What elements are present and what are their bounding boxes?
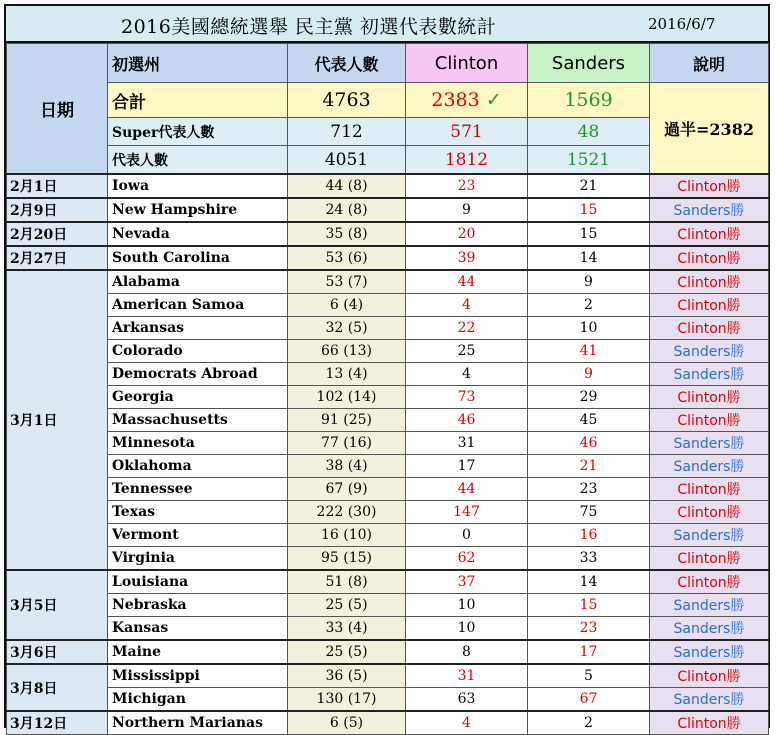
row-sanders: 41 (528, 340, 650, 363)
row-delegates: 36 (5) (288, 664, 406, 688)
row-sanders: 9 (528, 270, 650, 294)
header-date: 日期 (7, 44, 108, 175)
row-state: Nebraska (108, 594, 288, 617)
row-delegates: 66 (13) (288, 340, 406, 363)
table-row (7, 363, 769, 386)
row-sanders: 17 (528, 640, 650, 664)
row-clinton: 4 (406, 363, 528, 386)
row-winner: Clinton勝 (650, 664, 769, 688)
row-delegates: 130 (17) (288, 688, 406, 712)
table-row (7, 594, 769, 617)
row-delegates: 24 (8) (288, 198, 406, 222)
row-state: Colorado (108, 340, 288, 363)
row-winner: Clinton勝 (650, 270, 769, 294)
row-sanders: 23 (528, 478, 650, 501)
delegate-table (6, 43, 769, 735)
row-winner: Clinton勝 (650, 570, 769, 594)
row-clinton: 20 (406, 222, 528, 246)
row-sanders: 15 (528, 198, 650, 222)
row-winner: Clinton勝 (650, 246, 769, 270)
row-sanders: 45 (528, 409, 650, 432)
row-clinton: 10 (406, 617, 528, 641)
row-sanders: 67 (528, 688, 650, 712)
row-delegates: 6 (4) (288, 294, 406, 317)
row-state: Arkansas (108, 317, 288, 340)
row-state: Alabama (108, 270, 288, 294)
table-row (7, 386, 769, 409)
row-winner: Clinton勝 (650, 501, 769, 524)
row-delegates: 25 (5) (288, 640, 406, 664)
row-state: Minnesota (108, 432, 288, 455)
row-clinton: 62 (406, 547, 528, 571)
row-state: South Carolina (108, 246, 288, 270)
row-state: Oklahoma (108, 455, 288, 478)
row-delegates: 16 (10) (288, 524, 406, 547)
row-sanders: 5 (528, 664, 650, 688)
table-row (7, 570, 769, 594)
row-state: Democrats Abroad (108, 363, 288, 386)
row-clinton: 147 (406, 501, 528, 524)
table-row (7, 455, 769, 478)
table-row (7, 547, 769, 571)
row-winner: Clinton勝 (650, 547, 769, 571)
row-state: Vermont (108, 524, 288, 547)
row-sanders: 15 (528, 594, 650, 617)
row-sanders: 33 (528, 547, 650, 571)
totals-clinton: 2383 (431, 89, 480, 111)
row-delegates: 6 (5) (288, 711, 406, 735)
row-date: 2月20日 (7, 222, 108, 246)
row-state: American Samoa (108, 294, 288, 317)
row-date: 2月1日 (7, 174, 108, 198)
sheet-date: 2016/6/7 (648, 15, 716, 33)
header-row (7, 44, 769, 83)
row-delegates: 53 (6) (288, 246, 406, 270)
header-delegates: 代表人數 (288, 44, 406, 83)
row-delegates: 33 (4) (288, 617, 406, 641)
table-row (7, 340, 769, 363)
row-delegates: 77 (16) (288, 432, 406, 455)
row-delegates: 53 (7) (288, 270, 406, 294)
row-clinton: 8 (406, 640, 528, 664)
row-date: 3月8日 (7, 664, 108, 711)
table-row (7, 317, 769, 340)
sheet-title: 2016美國總統選舉 民主黨 初選代表數統計 (121, 16, 497, 38)
row-sanders: 21 (528, 174, 650, 198)
row-clinton: 17 (406, 455, 528, 478)
row-sanders: 21 (528, 455, 650, 478)
row-clinton: 10 (406, 594, 528, 617)
table-row (7, 640, 769, 664)
row-sanders: 14 (528, 570, 650, 594)
row-winner: Sanders勝 (650, 640, 769, 664)
table-row (7, 688, 769, 712)
pledged-label: 代表人數 (108, 146, 288, 175)
table-row (7, 617, 769, 641)
row-state: Nevada (108, 222, 288, 246)
row-sanders: 2 (528, 711, 650, 735)
table-row (7, 524, 769, 547)
header-state: 初選州 (108, 44, 288, 83)
row-winner: Sanders勝 (650, 363, 769, 386)
row-clinton: 63 (406, 688, 528, 712)
row-delegates: 51 (8) (288, 570, 406, 594)
row-state: Virginia (108, 547, 288, 571)
row-clinton: 31 (406, 432, 528, 455)
row-delegates: 91 (25) (288, 409, 406, 432)
totals-row (7, 83, 769, 118)
table-row (7, 409, 769, 432)
row-date: 2月9日 (7, 198, 108, 222)
table-row (7, 664, 769, 688)
row-winner: Sanders勝 (650, 688, 769, 712)
table-row (7, 270, 769, 294)
totals-sanders: 1569 (528, 83, 650, 118)
row-clinton: 22 (406, 317, 528, 340)
row-winner: Sanders勝 (650, 617, 769, 641)
row-sanders: 14 (528, 246, 650, 270)
row-clinton: 37 (406, 570, 528, 594)
row-clinton: 4 (406, 711, 528, 735)
row-date: 3月1日 (7, 270, 108, 570)
row-sanders: 10 (528, 317, 650, 340)
row-delegates: 13 (4) (288, 363, 406, 386)
row-date: 2月27日 (7, 246, 108, 270)
row-clinton: 44 (406, 478, 528, 501)
row-clinton: 39 (406, 246, 528, 270)
table-row (7, 198, 769, 222)
row-state: Iowa (108, 174, 288, 198)
table-row (7, 222, 769, 246)
pledged-clinton: 1812 (406, 146, 528, 175)
row-sanders: 9 (528, 363, 650, 386)
row-delegates: 38 (4) (288, 455, 406, 478)
row-winner: Sanders勝 (650, 432, 769, 455)
header-sanders: Sanders (528, 44, 650, 83)
row-clinton: 46 (406, 409, 528, 432)
totals-delegates: 4763 (288, 83, 406, 118)
row-state: Kansas (108, 617, 288, 641)
super-sanders: 48 (528, 118, 650, 146)
row-sanders: 75 (528, 501, 650, 524)
table-row (7, 501, 769, 524)
table-row (7, 174, 769, 198)
delegate-spreadsheet (4, 4, 770, 732)
row-winner: Sanders勝 (650, 340, 769, 363)
check-icon: ✓ (485, 89, 502, 111)
row-state: Michigan (108, 688, 288, 712)
row-state: Massachusetts (108, 409, 288, 432)
row-delegates: 222 (30) (288, 501, 406, 524)
row-state: Texas (108, 501, 288, 524)
row-clinton: 31 (406, 664, 528, 688)
table-row (7, 478, 769, 501)
row-date: 3月12日 (7, 711, 108, 735)
row-delegates: 44 (8) (288, 174, 406, 198)
majority-note: 過半=2382 (650, 83, 769, 175)
row-winner: Clinton勝 (650, 711, 769, 735)
row-state: Louisiana (108, 570, 288, 594)
table-row (7, 432, 769, 455)
row-state: Tennessee (108, 478, 288, 501)
row-delegates: 25 (5) (288, 594, 406, 617)
row-sanders: 16 (528, 524, 650, 547)
row-delegates: 35 (8) (288, 222, 406, 246)
row-winner: Clinton勝 (650, 317, 769, 340)
row-sanders: 2 (528, 294, 650, 317)
row-sanders: 46 (528, 432, 650, 455)
row-delegates: 95 (15) (288, 547, 406, 571)
row-winner: Clinton勝 (650, 386, 769, 409)
row-clinton: 4 (406, 294, 528, 317)
row-sanders: 15 (528, 222, 650, 246)
row-sanders: 23 (528, 617, 650, 641)
row-state: Mississippi (108, 664, 288, 688)
row-winner: Sanders勝 (650, 594, 769, 617)
row-state: New Hampshire (108, 198, 288, 222)
pledged-sanders: 1521 (528, 146, 650, 175)
title-bar (6, 6, 768, 43)
row-winner: Clinton勝 (650, 222, 769, 246)
row-state: Georgia (108, 386, 288, 409)
table-row (7, 246, 769, 270)
row-winner: Clinton勝 (650, 478, 769, 501)
row-state: Maine (108, 640, 288, 664)
row-sanders: 29 (528, 386, 650, 409)
row-date: 3月5日 (7, 570, 108, 640)
header-clinton: Clinton (406, 44, 528, 83)
pledged-delegates: 4051 (288, 146, 406, 175)
totals-label: 合計 (108, 83, 288, 118)
row-clinton: 23 (406, 174, 528, 198)
row-state: Northern Marianas (108, 711, 288, 735)
super-clinton: 571 (406, 118, 528, 146)
row-clinton: 73 (406, 386, 528, 409)
row-winner: Sanders勝 (650, 524, 769, 547)
super-delegates: 712 (288, 118, 406, 146)
row-clinton: 44 (406, 270, 528, 294)
row-clinton: 25 (406, 340, 528, 363)
row-delegates: 102 (14) (288, 386, 406, 409)
header-note: 說明 (650, 44, 769, 83)
row-winner: Clinton勝 (650, 294, 769, 317)
row-delegates: 67 (9) (288, 478, 406, 501)
totals-clinton-cell (406, 83, 528, 118)
super-label: Super代表人數 (108, 118, 288, 146)
row-winner: Sanders勝 (650, 198, 769, 222)
row-delegates: 32 (5) (288, 317, 406, 340)
table-row (7, 294, 769, 317)
row-date: 3月6日 (7, 640, 108, 664)
row-winner: Sanders勝 (650, 455, 769, 478)
row-clinton: 0 (406, 524, 528, 547)
row-clinton: 9 (406, 198, 528, 222)
row-winner: Clinton勝 (650, 174, 769, 198)
row-winner: Clinton勝 (650, 409, 769, 432)
